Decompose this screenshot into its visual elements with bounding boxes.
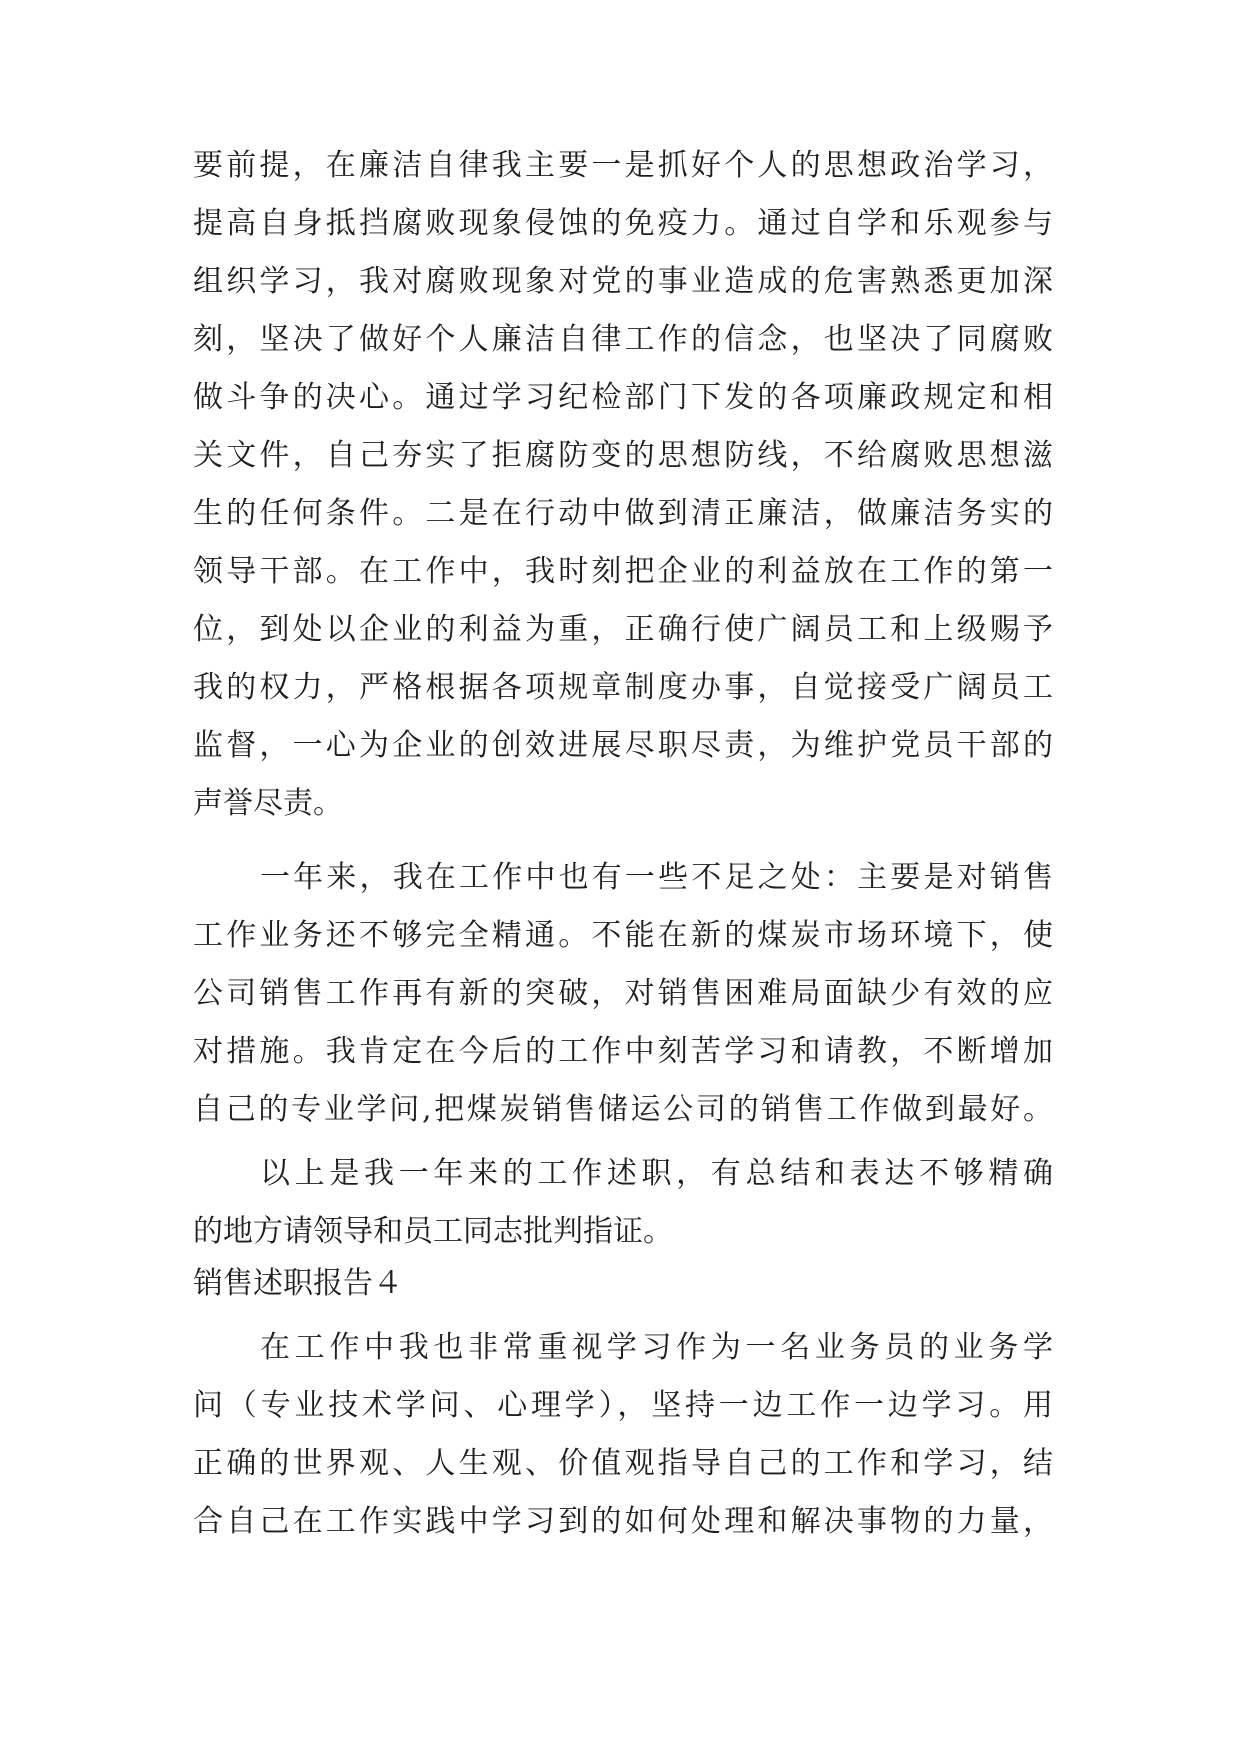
paragraph-1-line-2: 提高自身抵挡腐败现象侵蚀的免疫力。通过自学和乐观参与 <box>193 206 1053 241</box>
paragraph-1-line-9: 位，到处以企业的利益为重，正确行使广阔员工和上级赐予 <box>193 612 1053 647</box>
paragraph-1-line-3: 组织学习，我对腐败现象对党的事业造成的危害熟悉更加深 <box>193 264 1053 299</box>
paragraph-1-line-1: 要前提，在廉洁自律我主要一是抓好个人的思想政治学习， <box>193 148 1053 183</box>
paragraph-1-line-10: 我的权力，严格根据各项规章制度办事，自觉接受广阔员工 <box>193 670 1053 705</box>
paragraph-1-line-4: 刻，坚决了做好个人廉洁自律工作的信念，也坚决了同腐败 <box>193 322 1053 357</box>
paragraph-1-line-7: 生的任何条件。二是在行动中做到清正廉洁，做廉洁务实的 <box>193 496 1053 531</box>
paragraph-2-line-3: 公司销售工作再有新的突破，对销售困难局面缺少有效的应 <box>193 976 1053 1011</box>
paragraph-1-line-8: 领导干部。在工作中，我时刻把企业的利益放在工作的第一 <box>193 554 1053 589</box>
paragraph-1-line-11: 监督，一心为企业的创效进展尽职尽责，为维护党员干部的 <box>193 728 1053 763</box>
paragraph-4-line-3: 正确的世界观、人生观、价值观指导自己的工作和学习，结 <box>193 1446 1053 1481</box>
section-heading: 销售述职报告４ <box>193 1266 403 1301</box>
paragraph-3-line-2: 的地方请领导和员工同志批判指证。 <box>193 1214 673 1249</box>
paragraph-4-line-4: 合自己在工作实践中学习到的如何处理和解决事物的力量， <box>193 1504 1053 1539</box>
paragraph-2-line-2: 工作业务还不够完全精通。不能在新的煤炭市场环境下，使 <box>193 918 1053 953</box>
paragraph-4-line-2: 问（专业技术学问、心理学），坚持一边工作一边学习。用 <box>193 1388 1053 1423</box>
paragraph-2-line-5: 自己的专业学问,把煤炭销售储运公司的销售工作做到最好。 <box>193 1092 1053 1127</box>
paragraph-3-line-1: 以上是我一年来的工作述职，有总结和表达不够精确 <box>260 1156 1053 1191</box>
paragraph-2-line-1: 一年来，我在工作中也有一些不足之处：主要是对销售 <box>260 860 1053 895</box>
paragraph-1-line-5: 做斗争的决心。通过学习纪检部门下发的各项廉政规定和相 <box>193 380 1053 415</box>
paragraph-1-line-12: 声誉尽责。 <box>193 786 343 821</box>
paragraph-4-line-1: 在工作中我也非常重视学习作为一名业务员的业务学 <box>260 1330 1053 1365</box>
paragraph-2-line-4: 对措施。我肯定在今后的工作中刻苦学习和请教，不断增加 <box>193 1034 1053 1069</box>
paragraph-1-line-6: 关文件，自己夯实了拒腐防变的思想防线，不给腐败思想滋 <box>193 438 1053 473</box>
